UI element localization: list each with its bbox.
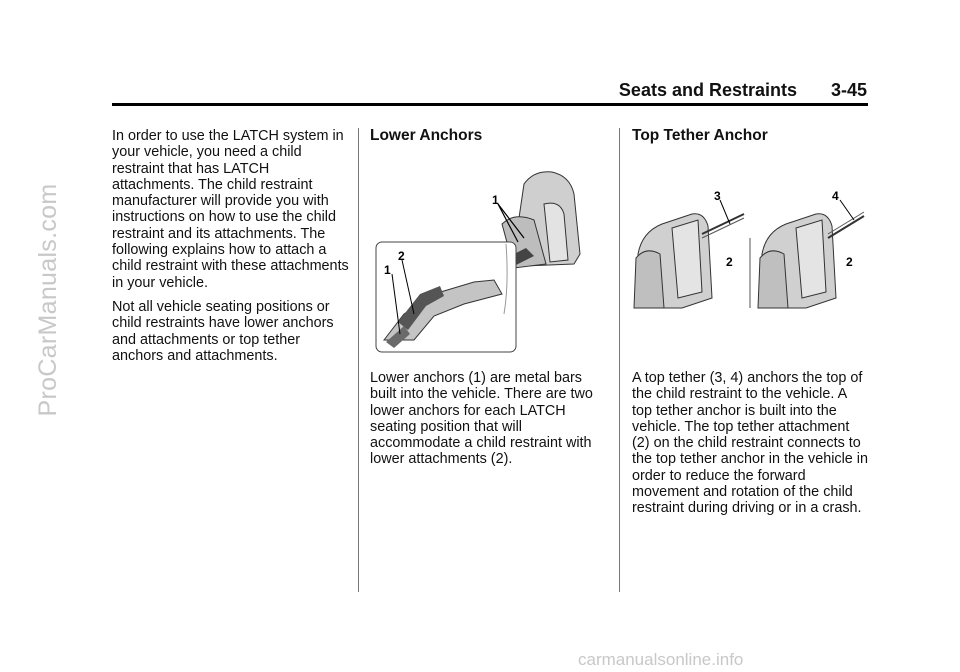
- column-divider-1: [358, 128, 359, 592]
- column-divider-2: [619, 128, 620, 592]
- header-rule: [112, 103, 868, 106]
- page-header: [112, 80, 867, 104]
- callout-2-right: 2: [846, 255, 853, 269]
- intro-paragraph-2: Not all vehicle seating positions or child restraints have lower anchors and attachments or top tether anchors and attachments.: [112, 298, 334, 364]
- column-top-tether: [632, 128, 870, 144]
- lower-anchors-illustration: [374, 164, 604, 356]
- top-tether-text: A top tether (3, 4) anchors the top of the child restraint to the vehicle. A top tether anchor is built into the vehicle. The top tether attachment (2) on the child restraint connects to the top tether anchor in the vehicle in order to reduce the forward movement and rotation of the child restraint during driving or in a crash.: [632, 370, 868, 517]
- top-tether-heading: Top Tether Anchor: [632, 127, 768, 144]
- callout-2-left: 2: [726, 255, 733, 269]
- top-tether-illustration: [632, 188, 870, 312]
- page-number: 3-45: [830, 80, 867, 100]
- footer-watermark: carmanualsonline.info: [578, 650, 744, 669]
- callout-1-top: 1: [492, 193, 499, 207]
- lower-anchors-body: [370, 370, 608, 476]
- callout-4: 4: [832, 189, 839, 203]
- intro-paragraph-1: In order to use the LATCH system in your vehicle, you need a child restraint that has LATCH attachments. The child restraint manufacturer will provide you with instructions on how to use the child restraint and its attachments. The following explains how to attach a child restraint with these attachments in your vehicle.: [112, 128, 349, 291]
- callout-3: 3: [714, 189, 721, 203]
- section-title: Seats and Restraints: [618, 80, 797, 100]
- lower-anchors-heading: Lower Anchors: [370, 127, 483, 144]
- column-lower-anchors: [370, 128, 608, 144]
- lower-anchors-text: Lower anchors (1) are metal bars built into the vehicle. There are two lower anchors for each LATCH seating position that will accommodate a child restraint with lower attachments (2).: [370, 370, 593, 468]
- column-intro: [112, 128, 350, 372]
- callout-1-inset: 1: [384, 263, 391, 277]
- top-tether-body: [632, 370, 870, 525]
- callout-2: 2: [398, 249, 405, 263]
- watermark: [14, 0, 62, 672]
- watermark-text: ProCarManuals.com: [34, 183, 62, 417]
